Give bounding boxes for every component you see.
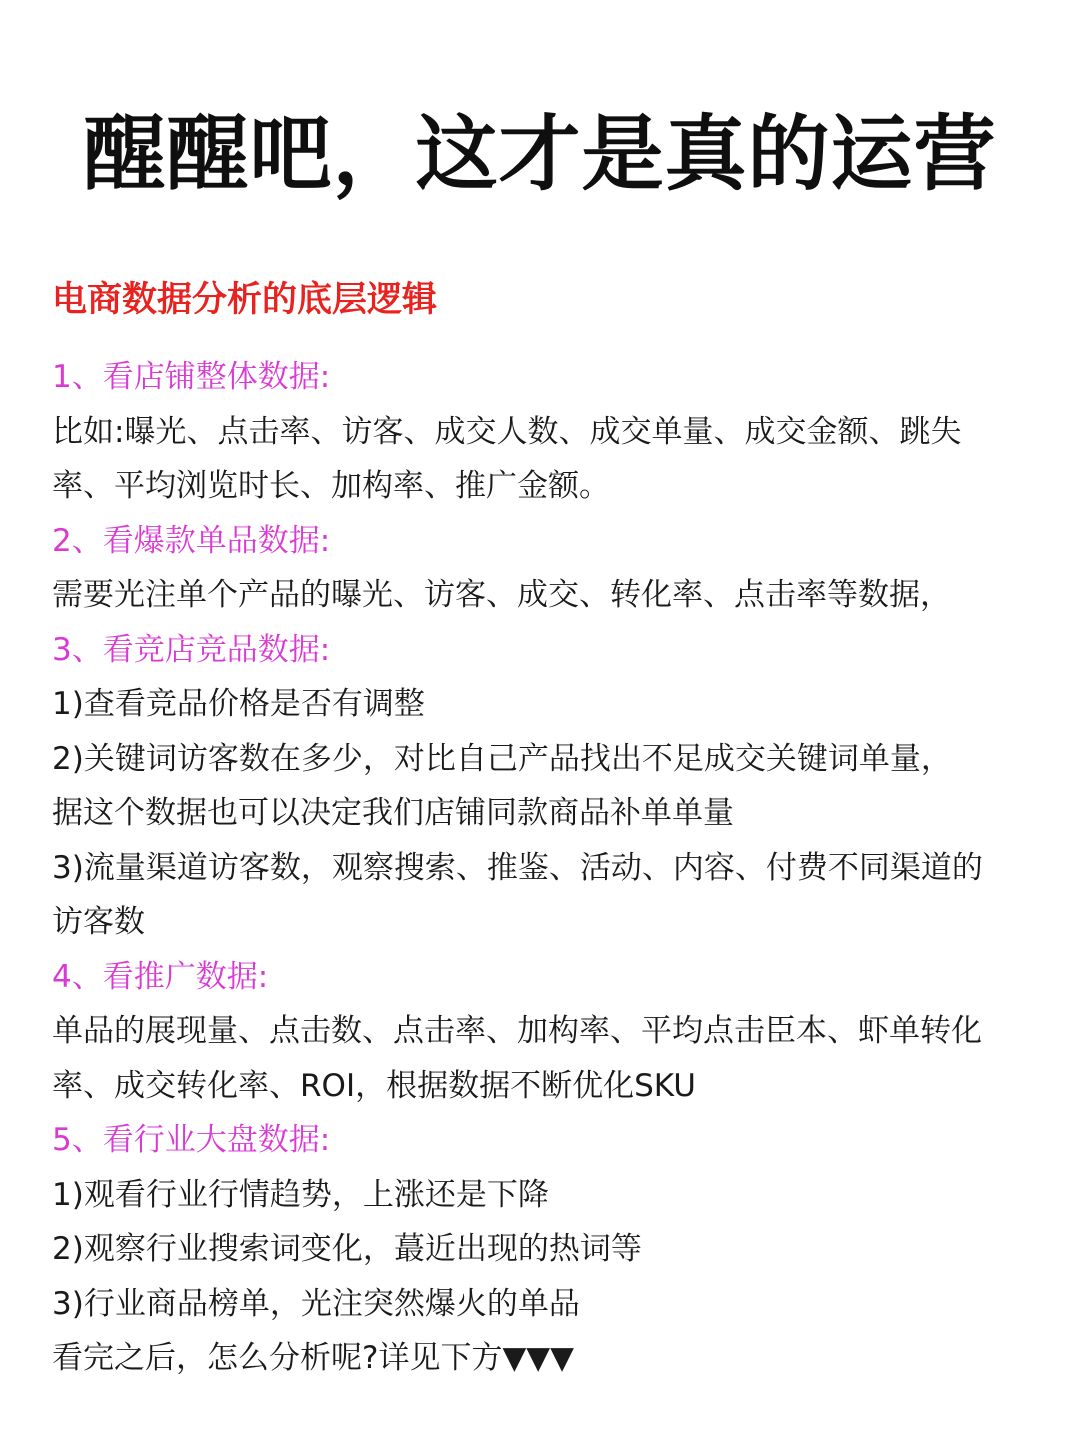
- body-line: 据这个数据也可以决定我们店铺同款商品补单单量: [52, 795, 734, 831]
- body-line: 1)查看竞品价格是否有调整: [52, 686, 425, 722]
- section-subtitle: 电商数据分析的底层逻辑: [52, 280, 438, 320]
- body-line: 单品的展现量、点击数、点击率、加构率、平均点击臣本、虾单转化: [52, 1013, 982, 1049]
- body-line: 访客数: [52, 904, 145, 940]
- section-heading: 3、看竞店竞品数据:: [52, 631, 331, 668]
- body-line: 比如:曝光、点击率、访客、成交人数、成交单量、成交金额、跳失: [52, 413, 962, 450]
- section-heading: 4、看推广数据:: [52, 958, 269, 995]
- section-heading: 2、看爆款单品数据:: [52, 522, 331, 559]
- body-line: 2)关键词访客数在多少，对比自己产品找出不足成交关键词单量，: [52, 740, 952, 777]
- body-line: 率、平均浏览时长、加构率、推广金额。: [52, 468, 610, 504]
- body-line: 3)行业商品榜单，光注突然爆火的单品: [52, 1285, 580, 1322]
- body-line: 2)观察行业搜索词变化，蕞近出现的热词等: [52, 1231, 642, 1267]
- body-line: 3)流量渠道访客数，观察搜索、推鉴、活动、内容、付费不同渠道的: [52, 849, 983, 886]
- body-line: 1)观看行业行情趋势，上涨还是下降: [52, 1176, 549, 1213]
- page-title: 醒醒吧，这才是真的运营: [83, 107, 997, 202]
- body-line: 率、成交转化率、ROI，根据数据不断优化SKU: [52, 1067, 696, 1104]
- section-heading: 5、看行业大盘数据:: [52, 1122, 331, 1158]
- body-line: 看完之后，怎么分析呢?详见下方▼▼▼: [52, 1340, 574, 1376]
- body-line: 需要光注单个产品的曝光、访客、成交、转化率、点击率等数据，: [52, 577, 951, 613]
- content-body: [52, 350, 1042, 1386]
- section-heading: 1、看店铺整体数据:: [52, 359, 331, 395]
